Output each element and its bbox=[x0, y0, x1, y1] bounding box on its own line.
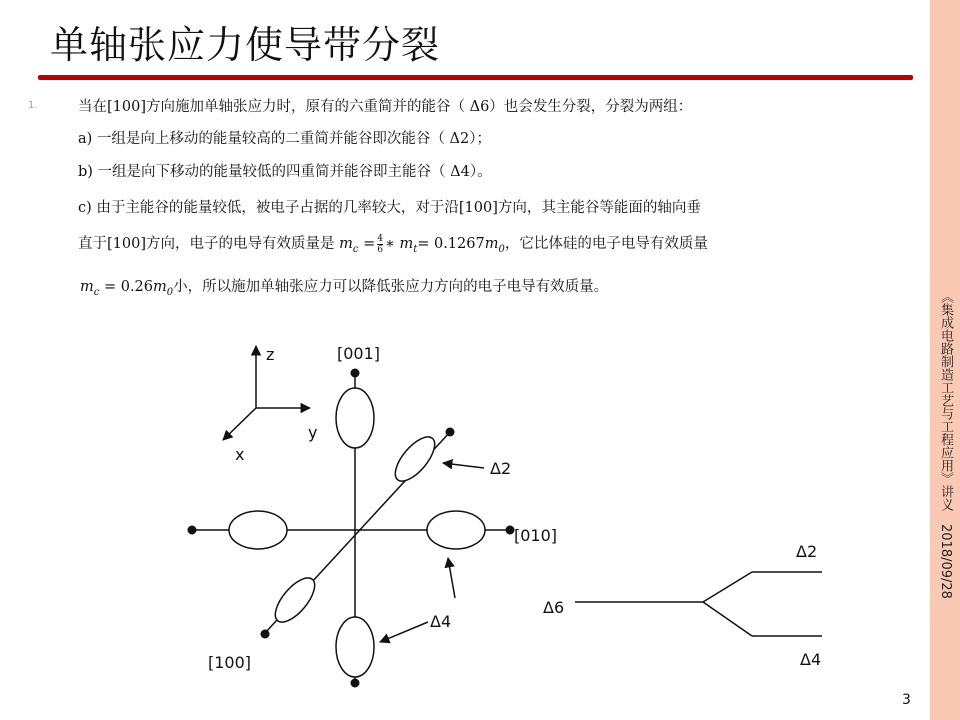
valley-bottom bbox=[336, 617, 374, 677]
formula-mc-bulk: $m_c$ bbox=[80, 279, 100, 298]
formula-mc: $m_c$ bbox=[339, 236, 359, 255]
split-label-delta6: Δ6 bbox=[543, 598, 565, 617]
fraction-numerator: 4 bbox=[377, 233, 383, 244]
fraction-denominator: 6 bbox=[377, 244, 383, 255]
paragraph-d-lead: 直于[100]方向，电子的电导有效质量是 bbox=[78, 236, 340, 252]
paragraph-d-tail: ，它比体硅的电子电导有效质量 bbox=[504, 236, 708, 252]
valley-right bbox=[427, 511, 485, 549]
arrow-to-delta2-valley bbox=[443, 463, 484, 468]
split-up-branch bbox=[703, 572, 752, 602]
slide-title: 单轴张应力使导带分裂 bbox=[50, 23, 441, 67]
arrow-to-bottom-valley bbox=[380, 622, 428, 642]
label-delta4: Δ4 bbox=[430, 612, 452, 631]
arrow-to-right-valley bbox=[448, 558, 455, 598]
x-label: x bbox=[235, 445, 245, 464]
y-label: y bbox=[308, 423, 318, 442]
label-001: [001] bbox=[337, 344, 381, 363]
formula-bulk-value: = 0.26 bbox=[99, 279, 154, 295]
sidebar-caption: 《集成电路制造工艺与工程应用》讲义 2018/09/28 bbox=[938, 290, 953, 599]
dot-001 bbox=[351, 369, 360, 378]
dot-bottom bbox=[351, 679, 360, 688]
splitting-diagram bbox=[543, 542, 822, 669]
valley-top bbox=[336, 388, 374, 448]
dot-left bbox=[188, 526, 197, 535]
paragraph-c: c) 由于主能谷的能量较低，被电子占据的几率较大，对于沿[100]方向，其主能谷等能面的轴向垂 bbox=[78, 200, 701, 216]
formula-eq: = bbox=[358, 236, 376, 252]
formula-m0: $m_0$ bbox=[484, 236, 505, 255]
z-label: z bbox=[266, 345, 275, 364]
list-number: 1. bbox=[28, 100, 38, 111]
label-010: [010] bbox=[514, 526, 558, 545]
paragraph-b: b) 一组是向下移动的能量较低的四重简并能谷即主能谷（ Δ4）。 bbox=[78, 164, 492, 180]
formula-star: ∗ bbox=[384, 236, 400, 252]
valley-upper-diagonal bbox=[388, 431, 441, 488]
formula-mt: $m_t$ bbox=[399, 236, 418, 255]
label-delta2: Δ2 bbox=[490, 459, 512, 478]
page-number: 3 bbox=[902, 692, 911, 708]
formula-value: = 0.1267 bbox=[417, 236, 485, 252]
coordinate-axes bbox=[223, 345, 317, 464]
split-label-delta4: Δ4 bbox=[800, 650, 822, 669]
paragraph-e-tail: 小，所以施加单轴张应力可以降低张应力方向的电子电导有效质量。 bbox=[173, 279, 609, 295]
label-100: [100] bbox=[208, 653, 252, 672]
paragraph-a: a) 一组是向上移动的能量较高的二重简并能谷即次能谷（ Δ2）； bbox=[78, 131, 491, 147]
formula-m0-bulk: $m_0$ bbox=[153, 279, 174, 298]
dot-upper-diagonal bbox=[446, 428, 455, 437]
valley-left bbox=[229, 511, 287, 549]
valley-lower-diagonal bbox=[268, 572, 321, 629]
split-down-branch bbox=[703, 602, 752, 636]
x-axis bbox=[223, 408, 256, 440]
paragraph-intro: 当在[100]方向施加单轴张应力时，原有的六重简并的能谷（ Δ6）也会发生分裂，分裂为两组： bbox=[78, 99, 693, 115]
dot-100 bbox=[261, 630, 270, 639]
split-label-delta2: Δ2 bbox=[796, 542, 818, 561]
